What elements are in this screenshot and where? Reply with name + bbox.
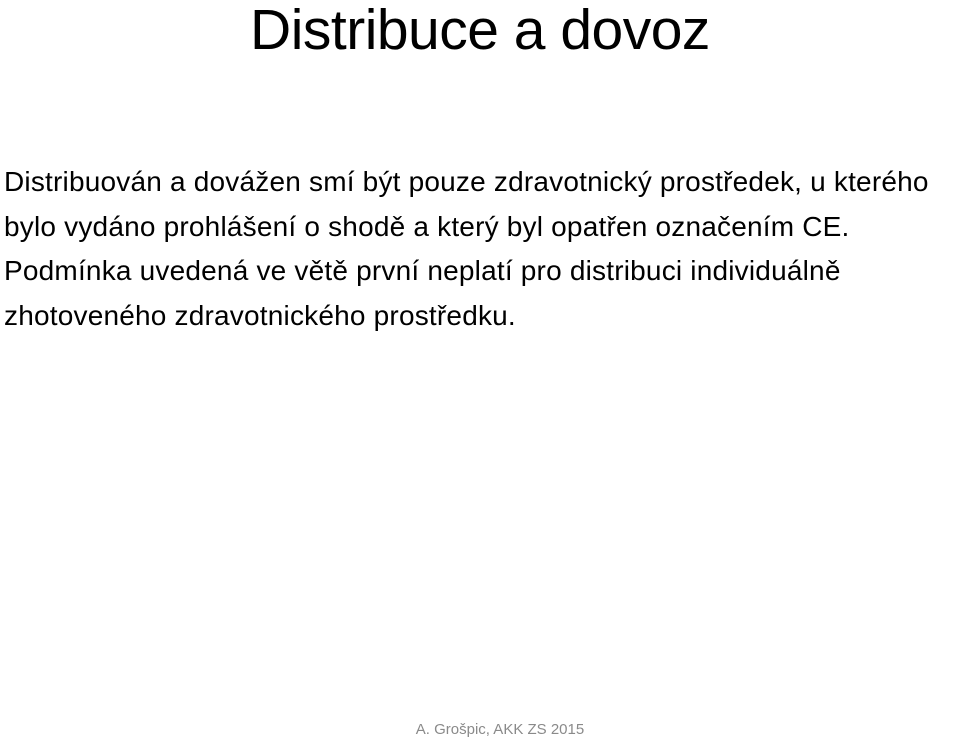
slide-title: Distribuce a dovoz <box>250 0 710 62</box>
slide-footer: A. Grošpic, AKK ZS 2015 <box>415 721 585 738</box>
slide-body-text: Distribuován a dovážen smí být pouze zdravotnický prostředek, u kterého bylo vydáno prohlášení o shodě a který byl opatřen označením CE. Podmínka uvedená ve větě první neplatí pro distribuci individuálně zhotoveného zdravotnického prostředku. <box>4 166 929 331</box>
